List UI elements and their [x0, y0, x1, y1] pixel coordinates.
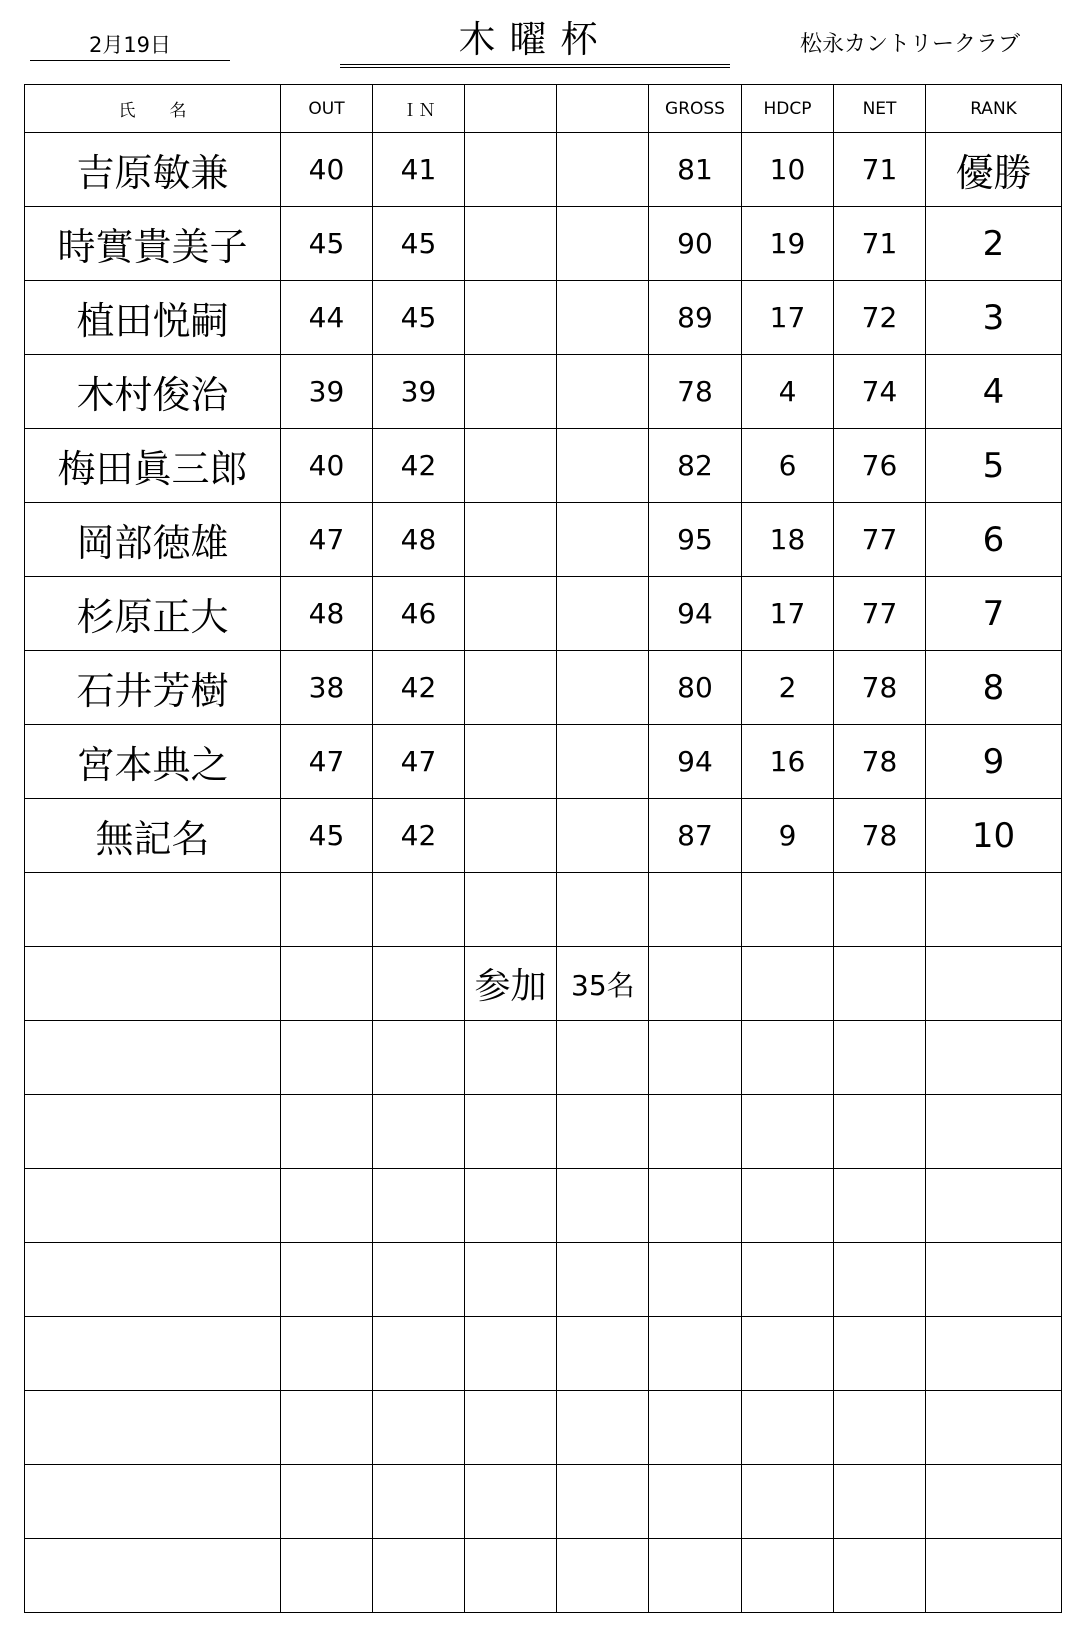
empty-cell: [373, 1169, 465, 1243]
blank-cell: [557, 577, 649, 651]
blank-cell: [465, 281, 557, 355]
participants-count: 35名: [557, 947, 649, 1021]
table-row: [25, 651, 1062, 725]
table-row: [25, 355, 1062, 429]
net-score: 72: [834, 281, 926, 355]
in-score: 41: [373, 133, 465, 207]
empty-row: [25, 1465, 1062, 1539]
empty-cell: [742, 947, 834, 1021]
net-score: 76: [834, 429, 926, 503]
blank-cell: [465, 503, 557, 577]
out-score: 40: [281, 429, 373, 503]
hdcp-value: 2: [742, 651, 834, 725]
club-name: 松永カントリークラブ: [800, 32, 1021, 57]
blank-cell: [557, 503, 649, 577]
empty-cell: [25, 1465, 281, 1539]
empty-cell: [649, 1169, 742, 1243]
in-score: 39: [373, 355, 465, 429]
gross-score: 80: [649, 651, 742, 725]
empty-cell: [373, 1243, 465, 1317]
blank-cell: [465, 207, 557, 281]
empty-cell: [465, 1465, 557, 1539]
empty-cell: [281, 1169, 373, 1243]
participants-label: 参加: [465, 947, 557, 1021]
empty-cell: [834, 1095, 926, 1169]
rank-value: 8: [926, 651, 1062, 725]
blank-cell: [557, 799, 649, 873]
net-score: 77: [834, 577, 926, 651]
empty-cell: [557, 1169, 649, 1243]
blank-cell: [557, 651, 649, 725]
net-score: 74: [834, 355, 926, 429]
table-row: [25, 799, 1062, 873]
empty-cell: [281, 1243, 373, 1317]
empty-cell: [281, 1021, 373, 1095]
empty-cell: [25, 1021, 281, 1095]
empty-cell: [281, 947, 373, 1021]
net-score: 78: [834, 651, 926, 725]
in-score: 45: [373, 207, 465, 281]
blank-cell: [465, 799, 557, 873]
column-header-name: 氏 名: [25, 85, 281, 133]
out-score: 47: [281, 725, 373, 799]
player-name: 木村俊治: [25, 355, 281, 429]
empty-cell: [465, 1317, 557, 1391]
empty-cell: [649, 1021, 742, 1095]
empty-cell: [281, 873, 373, 947]
blank-cell: [557, 429, 649, 503]
rank-value: 3: [926, 281, 1062, 355]
hdcp-value: 19: [742, 207, 834, 281]
in-score: 47: [373, 725, 465, 799]
empty-cell: [649, 873, 742, 947]
empty-cell: [926, 873, 1062, 947]
in-score: 42: [373, 799, 465, 873]
out-score: 48: [281, 577, 373, 651]
empty-cell: [742, 1021, 834, 1095]
empty-row: [25, 947, 1062, 1021]
rank-value: 優勝: [926, 133, 1062, 207]
column-header-blank-1: [465, 85, 557, 133]
empty-cell: [926, 1169, 1062, 1243]
empty-cell: [742, 1095, 834, 1169]
empty-row: [25, 1317, 1062, 1391]
table-row: [25, 725, 1062, 799]
empty-cell: [926, 1317, 1062, 1391]
empty-cell: [557, 1391, 649, 1465]
blank-cell: [557, 355, 649, 429]
empty-cell: [649, 1539, 742, 1613]
empty-cell: [834, 1317, 926, 1391]
empty-cell: [281, 1095, 373, 1169]
hdcp-value: 18: [742, 503, 834, 577]
empty-cell: [373, 1095, 465, 1169]
empty-cell: [557, 1243, 649, 1317]
out-score: 45: [281, 207, 373, 281]
empty-cell: [281, 1391, 373, 1465]
player-name: 植田悦嗣: [25, 281, 281, 355]
hdcp-value: 17: [742, 577, 834, 651]
rank-value: 2: [926, 207, 1062, 281]
in-score: 45: [373, 281, 465, 355]
empty-cell: [25, 1169, 281, 1243]
blank-cell: [557, 133, 649, 207]
empty-cell: [465, 1169, 557, 1243]
hdcp-value: 6: [742, 429, 834, 503]
table-row: [25, 133, 1062, 207]
hdcp-value: 9: [742, 799, 834, 873]
hdcp-value: 16: [742, 725, 834, 799]
empty-cell: [465, 1539, 557, 1613]
empty-cell: [281, 1317, 373, 1391]
player-name: 吉原敏兼: [25, 133, 281, 207]
empty-cell: [926, 1021, 1062, 1095]
empty-cell: [742, 873, 834, 947]
event-title: 木曜杯: [340, 14, 730, 68]
empty-cell: [834, 1243, 926, 1317]
gross-score: 82: [649, 429, 742, 503]
rank-value: 6: [926, 503, 1062, 577]
empty-row: [25, 1539, 1062, 1613]
empty-row: [25, 1095, 1062, 1169]
column-header-blank-2: [557, 85, 649, 133]
gross-score: 95: [649, 503, 742, 577]
empty-cell: [926, 947, 1062, 1021]
net-score: 71: [834, 207, 926, 281]
empty-row: [25, 1021, 1062, 1095]
gross-score: 78: [649, 355, 742, 429]
hdcp-value: 17: [742, 281, 834, 355]
column-header-out: OUT: [281, 85, 373, 133]
blank-cell: [465, 429, 557, 503]
blank-cell: [465, 577, 557, 651]
empty-cell: [373, 947, 465, 1021]
player-name: 岡部徳雄: [25, 503, 281, 577]
score-table: [24, 84, 1062, 1613]
blank-cell: [557, 281, 649, 355]
column-header-in: ＩＮ: [373, 85, 465, 133]
empty-row: [25, 873, 1062, 947]
column-header-gross: GROSS: [649, 85, 742, 133]
empty-cell: [742, 1317, 834, 1391]
net-score: 78: [834, 725, 926, 799]
net-score: 78: [834, 799, 926, 873]
empty-cell: [926, 1243, 1062, 1317]
empty-cell: [834, 947, 926, 1021]
empty-cell: [281, 1539, 373, 1613]
out-score: 38: [281, 651, 373, 725]
empty-cell: [557, 1095, 649, 1169]
rank-value: 4: [926, 355, 1062, 429]
empty-cell: [834, 1465, 926, 1539]
empty-row: [25, 1243, 1062, 1317]
gross-score: 89: [649, 281, 742, 355]
gross-score: 81: [649, 133, 742, 207]
empty-cell: [25, 1539, 281, 1613]
empty-cell: [25, 1243, 281, 1317]
out-score: 44: [281, 281, 373, 355]
empty-cell: [926, 1095, 1062, 1169]
empty-cell: [557, 1465, 649, 1539]
empty-cell: [465, 1243, 557, 1317]
out-score: 40: [281, 133, 373, 207]
empty-cell: [834, 1391, 926, 1465]
empty-cell: [649, 1391, 742, 1465]
empty-cell: [742, 1391, 834, 1465]
empty-row: [25, 1391, 1062, 1465]
in-score: 46: [373, 577, 465, 651]
rank-value: 7: [926, 577, 1062, 651]
empty-cell: [834, 1021, 926, 1095]
in-score: 42: [373, 651, 465, 725]
empty-cell: [465, 1391, 557, 1465]
gross-score: 90: [649, 207, 742, 281]
empty-row: [25, 1169, 1062, 1243]
event-date: 2月19日: [30, 30, 230, 61]
empty-cell: [834, 873, 926, 947]
gross-score: 94: [649, 725, 742, 799]
blank-cell: [465, 651, 557, 725]
table-row: [25, 207, 1062, 281]
net-score: 71: [834, 133, 926, 207]
empty-cell: [557, 1317, 649, 1391]
empty-cell: [926, 1539, 1062, 1613]
player-name: 梅田眞三郎: [25, 429, 281, 503]
empty-cell: [649, 1095, 742, 1169]
empty-cell: [25, 1391, 281, 1465]
rank-value: 5: [926, 429, 1062, 503]
out-score: 47: [281, 503, 373, 577]
in-score: 42: [373, 429, 465, 503]
empty-cell: [465, 1021, 557, 1095]
table-header-row: [25, 85, 1062, 133]
empty-cell: [649, 1317, 742, 1391]
player-name: 宮本典之: [25, 725, 281, 799]
rank-value: 10: [926, 799, 1062, 873]
out-score: 39: [281, 355, 373, 429]
empty-cell: [742, 1169, 834, 1243]
empty-cell: [649, 1243, 742, 1317]
empty-cell: [742, 1465, 834, 1539]
player-name: 杉原正大: [25, 577, 281, 651]
empty-cell: [25, 947, 281, 1021]
table-row: [25, 503, 1062, 577]
player-name: 石井芳樹: [25, 651, 281, 725]
empty-cell: [281, 1465, 373, 1539]
empty-cell: [373, 1021, 465, 1095]
table-row: [25, 577, 1062, 651]
rank-value: 9: [926, 725, 1062, 799]
column-header-rank: RANK: [926, 85, 1062, 133]
player-name: 時實貴美子: [25, 207, 281, 281]
hdcp-value: 4: [742, 355, 834, 429]
empty-cell: [834, 1539, 926, 1613]
empty-cell: [373, 1465, 465, 1539]
empty-cell: [557, 1539, 649, 1613]
empty-cell: [465, 873, 557, 947]
player-name: 無記名: [25, 799, 281, 873]
empty-cell: [25, 1095, 281, 1169]
blank-cell: [465, 725, 557, 799]
gross-score: 94: [649, 577, 742, 651]
empty-cell: [373, 1539, 465, 1613]
empty-cell: [742, 1243, 834, 1317]
blank-cell: [557, 725, 649, 799]
blank-cell: [465, 355, 557, 429]
column-header-net: NET: [834, 85, 926, 133]
empty-cell: [649, 947, 742, 1021]
table-row: [25, 281, 1062, 355]
table-row: [25, 429, 1062, 503]
empty-cell: [557, 873, 649, 947]
gross-score: 87: [649, 799, 742, 873]
empty-cell: [373, 1317, 465, 1391]
hdcp-value: 10: [742, 133, 834, 207]
net-score: 77: [834, 503, 926, 577]
empty-cell: [557, 1021, 649, 1095]
empty-cell: [742, 1539, 834, 1613]
empty-cell: [649, 1465, 742, 1539]
empty-cell: [926, 1465, 1062, 1539]
blank-cell: [557, 207, 649, 281]
in-score: 48: [373, 503, 465, 577]
empty-cell: [926, 1391, 1062, 1465]
column-header-hdcp: HDCP: [742, 85, 834, 133]
empty-cell: [25, 1317, 281, 1391]
empty-cell: [25, 873, 281, 947]
empty-cell: [373, 1391, 465, 1465]
empty-cell: [834, 1169, 926, 1243]
blank-cell: [465, 133, 557, 207]
out-score: 45: [281, 799, 373, 873]
empty-cell: [373, 873, 465, 947]
empty-cell: [465, 1095, 557, 1169]
